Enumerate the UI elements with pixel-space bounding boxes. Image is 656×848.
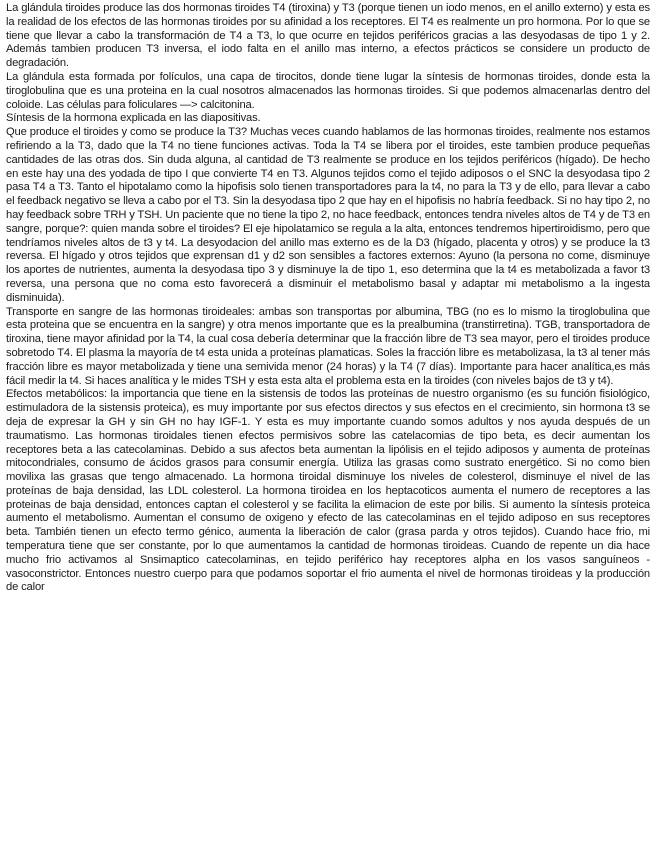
paragraph-transporte-sangre: Transporte en sangre de las hormonas tiroideales: ambas son transportas por albumina, TBG (no es lo mismo la tiroglobulina que esta proteina que se encuentra en la sangre) y otra menos importante que es la prealbumina (transtirretina). TGB, transportadora de tiroxina, tiene mayor afinidad por la T4, la cual cosa debería determinar que la fracción libre de T3 sea mayor, pero el tiroides produce sobretodo T4. El plasma la mayoría de t4 esta unida a proteínas plamaticas. Soles la fracción libre es metabolizasa, la t3 al tener más fracción libre es mayor metabolizada y tiene una semivida menor (24 horas) y la T4 (7 días). Importante para hacer analítica,es más fácil medir la t4. Si haces analítica y le mides TSH y esta esta alta el problema esta en la tiroides (con niveles bajos de t3 y t4). bbox=[6, 305, 650, 387]
paragraph-produccion-t3: Que produce el tiroides y como se produce la T3? Muchas veces cuando hablamos de las hormonas tiroides, realmente nos estamos refiriendo a la T3, dado que la T4 no tiene funciones activas. Toda la T4 se libera por el tiroides, este tambien produce pequeñas cantidades de las otras dos. Sin duda alguna, al cantidad de T3 realmente se produce en los tejidos periféricos (hígado). De hecho en este hay una des yodada de tipo I que convierte T4 en T3. Algunos tejidos como el tejido adiposos o el SNC la desyodasa tipo 2 pasa T4 a T3. Tanto el hipotalamo como la hipofisis solo tienen transportadores para la t4, no para la T3 y de ello, para llevar a cabo el feedback negativo se lleva a cabo por el T3. Sin la desyodasa tipo 2 que hay en el hipofisis no habría feedback. Si no hay tipo 2, no hay feedback sobre TRH y TSH. Un paciente que no tiene la tipo 2, no hace feedback, entonces tendra niveles altos de T4 y de T3 en sangre, porque?: quien manda sobre el tiroides? El eje hipolatamico se regula a la alta, entonces tendremos hipertiroidismo, pero que tendríamos niveles altos de t3 y t4. La desyodacion del anillo mas externo es de la D3 (hígado, placenta y otros) y se produce la t3 reversa. El hígado y otros tejidos que exprensan d1 y d2 son sensibles a factores externos: Ayuno (la persona no come, disminuye los aportes de nutrientes, aumenta la desyodasa tipo 3 y disminuye la de tipo 1, eso determina que la t4 es metabolizada a favor t3 reversa, una persona que no coma esto favorecerá a disminuir el metabolismo basal y adaptar mi metabolismo a la ingesta disminuida). bbox=[6, 126, 650, 304]
document-body bbox=[6, 2, 650, 595]
paragraph-sintesis-note: Síntesis de la hormona explicada en las diapositivas. bbox=[6, 112, 261, 125]
paragraph-hormonas-tiroides: La glándula tiroides produce las dos hormonas tiroides T4 (tiroxina) y T3 (porque tienen un iodo menos, en el anillo externo) y esta es la realidad de los efectos de las hormonas tiroides por su afinidad a los receptores. El T4 es realmente un pro hormona. Por lo que se tiene que llevar a cabo la transformación de T4 a T3, lo que ocurre en tejidos periféricos gracias a las desyodasas de tipo 1 y 2. Además tambien producen T3 inversa, el iodo falta en el anillo mas interno, a efectos prácticos se considere un producto de degradación. bbox=[6, 2, 650, 70]
paragraph-efectos-metabolicos: Efectos metabólicos: la importancia que tiene en la sistensis de todos las proteínas de nuestro organismo (es su función fisiológico, estimuladora de la sistensis proteica), es muy importante por sus efectos directos y sus efectos en el crecimiento, sin hormona t3 se deja de expresar la GH y sin GH no hay IGF-1. Y esta es muy importante cuando somos adultos y nos ayuda después de un traumatismo. Las hormonas tiroidales tienen efectos permisivos sobre las catelacomias de tipo beta, es decir aumentan los receptores beta a las catecolaminas. Debido a sus afectos beta aumentan la lipólisis en el tejido adiposos y aumenta de proteínas mitocondriales, consumo de ácidos grasos para consumir energía. Utiliza las grasas como sustrato energético. Si no como bien movilixa las grasas que tengo almacenado. La hormona tiroidal disminuye los niveles de colesterol, disminuye el nivel de las proteínas de baja densidad, las LDL colesterol. La hormona tiroidea en los heptacoticos aumenta el numero de receptores a las proteinas de baja densidad, entonces captan el colesterol y se facilita la elimacion de este por bilis. Si aumento la síntesis proteica aumento el metabolismo. Aumentan el consumo de oxigeno y efecto de las catecolaminas en el tejido adiposo en sus receptores beta. También tienen un efecto termo génico, aumenta la liberación de calor (grasa parda y otros tejidos). Cuando hace frio, mi temperatura tiene que ser constante, por lo que aumentamos la cantidad de hormonas tiroideas. Cuando de repente un dia hace mucho frio activamos al Snsimaptico catecolaminas, en tejido periférico hay receptores alpha en los vasos sanguíneos - vasoconstrictor. Entonces nuestro cuerpo para que podamos soportar el frio aumenta el nivel de hormonas tiroideas y la producción de calor bbox=[6, 388, 650, 594]
paragraph-glandula-foliculos: La glándula esta formada por folículos, una capa de tirocitos, donde tiene lugar la síntesis de hormonas tiroides, donde esta la tiroglobulina que es una proteina en la cual nosotros almacenados las hormonas tiroides. Si que podemos almacenarlas dentro del coloide. Las células para foliculares —> calcitonina. bbox=[6, 70, 650, 111]
